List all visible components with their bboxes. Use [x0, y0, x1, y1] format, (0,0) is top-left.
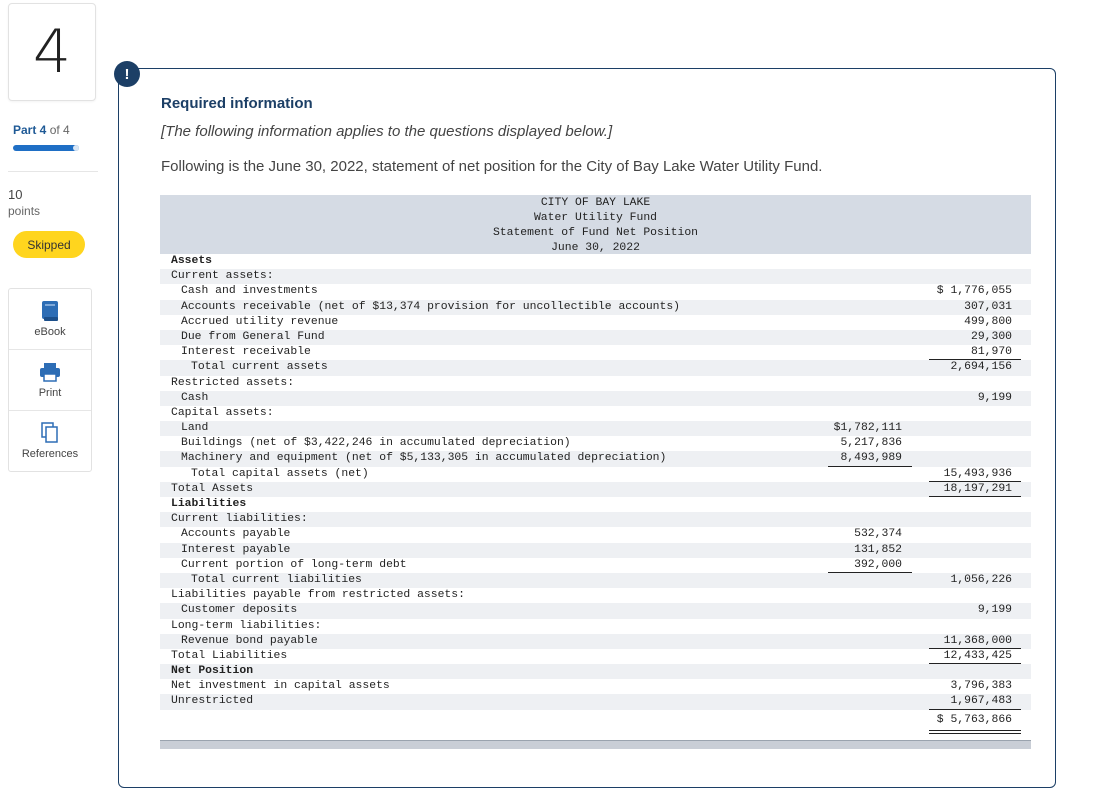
question-number: 4	[32, 17, 72, 87]
statement-row	[160, 345, 1031, 360]
row-label: Due from General Fund	[181, 330, 325, 343]
row-label: Machinery and equipment (net of $5,133,305 in accumulated depreciation)	[181, 452, 667, 465]
references-button[interactable]	[9, 411, 91, 471]
row-amount-col2: 3,796,383	[950, 680, 1012, 693]
statement-row	[160, 664, 1031, 679]
row-amount-col2: 15,493,936	[943, 467, 1012, 480]
row-amount-col2: 29,300	[970, 330, 1012, 343]
statement-city: CITY OF BAY LAKE	[540, 197, 651, 209]
row-label: Assets	[171, 255, 213, 267]
double-underline	[929, 733, 1021, 734]
row-label: Total Assets	[171, 482, 254, 495]
row-amount-col2: 9,199	[977, 391, 1012, 404]
row-label: Current portion of long-term debt	[181, 558, 407, 571]
row-label: Buildings (net of $3,422,246 in accumulated depreciation)	[181, 437, 571, 450]
status-badge: Skipped	[13, 231, 85, 258]
references-icon	[41, 422, 59, 444]
row-label: Restricted assets:	[171, 376, 295, 389]
print-button[interactable]	[9, 350, 91, 411]
statement-row	[160, 360, 1031, 375]
row-label: Accrued utility revenue	[181, 315, 339, 328]
statement-row	[160, 497, 1031, 512]
row-label: Total capital assets (net)	[191, 467, 369, 480]
statement-row	[160, 315, 1031, 330]
row-label: Interest receivable	[181, 346, 311, 359]
statement-row	[160, 482, 1031, 497]
question-number-box	[8, 3, 96, 101]
row-label: Liabilities	[171, 498, 247, 510]
statement-date: June 30, 2022	[551, 242, 640, 254]
row-amount-col2: $ 5,763,866	[936, 713, 1012, 726]
alert-icon: !	[114, 61, 140, 87]
statement-row	[160, 634, 1031, 649]
statement-row	[160, 391, 1031, 406]
row-label: Accounts receivable (net of $13,374 provision for uncollectible accounts)	[181, 300, 680, 313]
tools-panel	[8, 288, 92, 472]
rail-divider	[8, 171, 98, 172]
row-label: Cash	[181, 391, 209, 404]
statement-row	[160, 436, 1031, 451]
row-label: Liabilities payable from restricted assets:	[171, 589, 465, 602]
ebook-button[interactable]	[9, 289, 91, 350]
statement-body	[160, 254, 1031, 730]
statement-row	[160, 543, 1031, 558]
row-label: Customer deposits	[181, 604, 298, 617]
statement-row	[160, 713, 1031, 730]
statement-row	[160, 603, 1031, 618]
row-label: Total Liabilities	[171, 649, 288, 662]
row-amount-col2: 81,970	[970, 346, 1012, 359]
row-label: Total current liabilities	[191, 573, 362, 586]
row-label: Net investment in capital assets	[171, 680, 390, 693]
required-info-title: Required information	[161, 95, 313, 112]
statement-header	[160, 195, 1031, 254]
statement-row	[160, 376, 1031, 391]
row-label: Capital assets:	[171, 406, 274, 419]
statement-row	[160, 284, 1031, 299]
statement-row	[160, 649, 1031, 664]
row-amount-col2: 1,967,483	[950, 695, 1012, 708]
statement-row	[160, 694, 1031, 709]
statement-row	[160, 406, 1031, 421]
required-info-intro: Following is the June 30, 2022, statement of net position for the City of Bay Lake Water Utility Fund.	[161, 158, 823, 175]
row-label: Net Position	[171, 665, 254, 678]
part-indicator	[13, 123, 70, 137]
statement-row	[160, 619, 1031, 634]
print-label: Print	[38, 387, 62, 399]
required-info-subtitle: [The following information applies to the questions displayed below.]	[161, 123, 613, 140]
row-amount-col2: 12,433,425	[943, 649, 1012, 662]
printer-icon	[39, 361, 61, 383]
statement-row	[160, 330, 1031, 345]
statement-row	[160, 451, 1031, 466]
row-amount-col2: 499,800	[964, 315, 1012, 328]
book-icon	[41, 300, 59, 322]
statement-title: Statement of Fund Net Position	[492, 227, 699, 239]
statement-row	[160, 254, 1031, 269]
statement-row	[160, 421, 1031, 436]
statement-row	[160, 467, 1031, 482]
row-amount-col1: 532,374	[854, 528, 902, 541]
statement-bottom-bar	[160, 740, 1031, 749]
row-label: Land	[181, 422, 209, 435]
statement-row	[160, 269, 1031, 284]
row-label: Accounts payable	[181, 528, 291, 541]
statement-table	[160, 195, 1031, 749]
row-amount-col1: 5,217,836	[840, 437, 902, 450]
row-amount-col2: $ 1,776,055	[936, 285, 1012, 298]
row-label: Current liabilities:	[171, 513, 308, 526]
row-amount-col1: 8,493,989	[840, 452, 902, 465]
row-amount-col1: 392,000	[854, 558, 902, 571]
row-amount-col1: 131,852	[854, 543, 902, 556]
statement-row	[160, 573, 1031, 588]
statement-row	[160, 679, 1031, 694]
part-of-label: of 4	[49, 123, 70, 137]
statement-row	[160, 588, 1031, 603]
row-amount-col2: 11,368,000	[943, 634, 1012, 647]
row-amount-col2: 2,694,156	[950, 361, 1012, 374]
row-amount-col2: 307,031	[964, 300, 1012, 313]
row-amount-col2: 9,199	[977, 604, 1012, 617]
row-amount-col2: 18,197,291	[943, 482, 1012, 495]
statement-row	[160, 527, 1031, 542]
statement-row	[160, 558, 1031, 573]
points-value: 10	[8, 187, 23, 202]
row-label: Interest payable	[181, 543, 291, 556]
row-label: Long-term liabilities:	[171, 619, 322, 632]
part-progress-bar	[13, 145, 79, 151]
double-underline	[929, 730, 1021, 731]
statement-fund: Water Utility Fund	[533, 212, 658, 224]
row-amount-col1: $1,782,111	[833, 422, 902, 435]
references-label: References	[21, 448, 79, 460]
row-amount-col2: 1,056,226	[950, 573, 1012, 586]
points-label: points	[8, 204, 41, 218]
statement-row	[160, 300, 1031, 315]
row-label: Cash and investments	[181, 285, 318, 298]
part-label: Part 4	[13, 123, 47, 137]
underline	[929, 709, 1021, 710]
row-label: Current assets:	[171, 270, 274, 283]
row-label: Total current assets	[191, 361, 328, 374]
row-label: Revenue bond payable	[181, 634, 318, 647]
row-label: Unrestricted	[171, 695, 254, 708]
statement-row	[160, 512, 1031, 527]
ebook-label: eBook	[34, 326, 66, 338]
